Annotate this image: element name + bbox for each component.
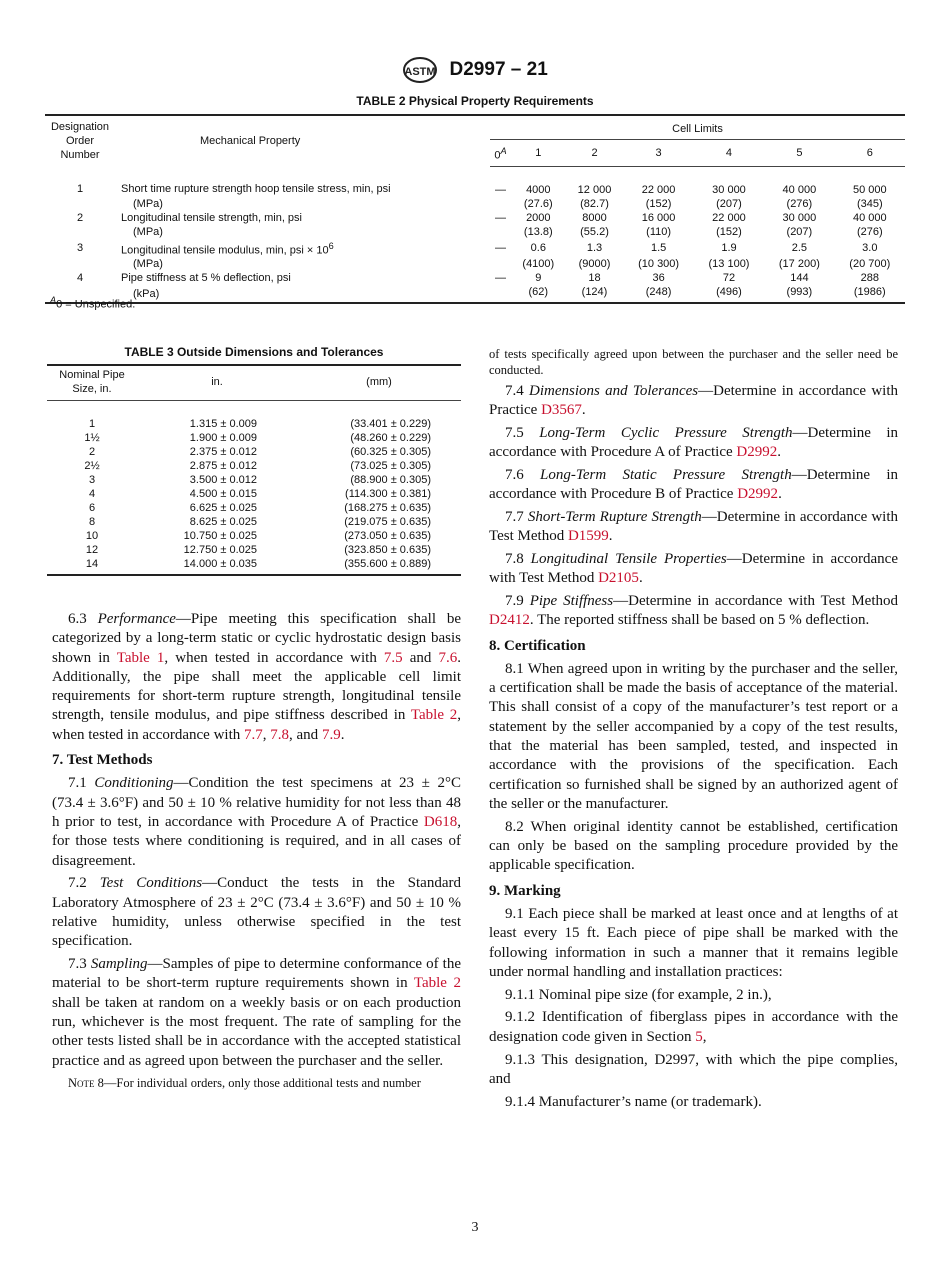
table-2-footnote (50, 295, 135, 311)
text: . (638, 570, 643, 587)
cell-in: 4.500 ± 0.015 (189, 488, 257, 500)
cell-mm: (168.275 ± 0.635) (344, 502, 431, 514)
metric-value: (276) (856, 225, 883, 238)
metric-value: (496) (716, 286, 742, 299)
note (52, 1075, 461, 1091)
cross-reference-link[interactable]: 7.9 (321, 726, 341, 743)
table-row-metric (45, 285, 905, 303)
paragraph (489, 592, 898, 631)
term: Long-Term Static Pressure Strength (540, 466, 792, 483)
cell-value: — (495, 272, 506, 285)
section-heading (52, 751, 461, 770)
metric-value: (4100) (522, 258, 555, 271)
text: 9.1 Each piece shall be marked at least once and at lengths of at least every 15 ft. Each piece of pipe shall be marked with the following information in such a manner that it remains legible under normal handling and installation practices: (489, 905, 898, 980)
table-row (45, 166, 905, 197)
cell-limit-header (511, 140, 566, 167)
paragraph (489, 424, 898, 463)
table-row (45, 271, 905, 285)
section-heading (489, 637, 898, 656)
paragraph (489, 660, 898, 814)
property-name (115, 271, 490, 285)
cell-value: 18 (588, 272, 601, 285)
cross-reference-link[interactable]: D618 (423, 813, 458, 830)
cell-value: 288 (860, 272, 879, 285)
paragraph (52, 955, 461, 1071)
cell-size: 2 (88, 446, 96, 458)
property-text: Longitudinal tensile modulus, min, psi × 10 (121, 244, 329, 257)
footnote-text: 0 = Unspecified. (56, 298, 136, 311)
cell-value: 144 (790, 272, 809, 285)
metric-value: (82.7) (580, 197, 609, 210)
paragraph (52, 610, 461, 745)
metric-value: (20 700) (849, 258, 891, 271)
text: . (340, 726, 345, 743)
cross-reference-link[interactable]: D3567 (541, 401, 582, 418)
table-row (47, 459, 461, 473)
table-row (47, 515, 461, 529)
cell-mm: (60.325 ± 0.305) (350, 446, 431, 458)
cell-limit-header (694, 140, 764, 167)
table-row (45, 211, 905, 225)
text: 8. Certification (489, 637, 586, 654)
metric-value (490, 257, 511, 271)
cell-size: 12 (85, 544, 99, 556)
cell-limit-label: 2 (591, 147, 598, 160)
paragraph (489, 1093, 898, 1112)
cell-limit-label: 0 (494, 149, 501, 162)
note-label: Note (68, 1075, 95, 1090)
text: 8—For individual orders, only those additional tests and number (94, 1075, 421, 1090)
cross-reference-link[interactable]: 7.7 (244, 726, 263, 743)
cell-mm: (33.401 ± 0.229) (350, 418, 431, 430)
page-number: 3 (471, 1220, 479, 1235)
term: Long-Term Cyclic Pressure Strength (539, 424, 793, 441)
table-row (47, 557, 461, 575)
cell-limit-label: 1 (535, 147, 542, 160)
paragraph (489, 382, 898, 421)
text: 6.3 (68, 611, 98, 627)
paragraph (489, 346, 898, 378)
text: , for those tests where conditioning is required, and in all cases of disagreement. (52, 813, 461, 869)
cell-value: 30 000 (782, 211, 817, 224)
paragraph (489, 1051, 898, 1090)
term: Dimensions and Tolerances (529, 382, 699, 399)
paragraph (489, 905, 898, 982)
metric-value: (276) (786, 197, 813, 210)
cell-mm: (273.050 ± 0.635) (344, 530, 431, 542)
paragraph (489, 986, 898, 1005)
metric-unit: (MPa) (133, 225, 163, 238)
cell-value: 22 000 (712, 211, 746, 224)
col-cell-limits: Cell Limits (490, 115, 905, 140)
cell-in: 2.375 ± 0.012 (189, 446, 257, 458)
text: 7.5 (505, 424, 540, 441)
cell-mm: (355.600 ± 0.889) (344, 558, 431, 570)
text: . (778, 485, 782, 502)
cell-value: 72 (722, 272, 736, 285)
cell-value: 4000 (526, 183, 551, 196)
cell-limit-label: 3 (655, 147, 662, 160)
property-name (115, 211, 490, 225)
cell-in: 10.750 ± 0.025 (183, 530, 257, 542)
cell-mm: (48.260 ± 0.229) (350, 432, 431, 444)
cross-reference-link[interactable]: 7.5 (383, 649, 403, 666)
cell-value: 36 (652, 272, 665, 285)
cell-in: 2.875 ± 0.012 (189, 460, 257, 472)
order-number: 4 (76, 272, 84, 285)
metric-value (490, 197, 511, 211)
table-3-title: TABLE 3 Outside Dimensions and Tolerances (124, 345, 384, 359)
term: Sampling (90, 956, 148, 973)
cell-value: 8000 (582, 211, 607, 224)
text: 7.6 (505, 466, 541, 483)
cross-reference-link[interactable]: 7.8 (270, 726, 290, 743)
table-3 (47, 345, 461, 576)
cell-value: — (495, 211, 506, 224)
table-row (47, 473, 461, 487)
table-row (45, 239, 905, 258)
text: , (702, 1028, 707, 1045)
cell-limit-header (623, 140, 693, 167)
cell-size: 1½ (84, 432, 100, 444)
cell-size: 1 (88, 418, 96, 430)
text: , (262, 726, 271, 743)
cell-mm: (114.300 ± 0.381) (345, 488, 431, 500)
cell-limit-label: 6 (866, 147, 873, 160)
metric-unit: (MPa) (133, 258, 163, 271)
col-designation: Designation Order Number (50, 121, 110, 162)
cell-value: 1.3 (586, 241, 603, 254)
cell-value: — (495, 241, 506, 254)
cell-value: 2.5 (791, 241, 808, 254)
text: —Samples of pipe to determine conformance of the material to be short-term rupture requirements shown in (52, 956, 462, 992)
metric-value: (345) (856, 197, 883, 210)
cell-value: 22 000 (641, 183, 676, 196)
text: 9. Marking (489, 882, 561, 899)
cell-size: 8 (88, 516, 96, 528)
metric-value: (13.8) (523, 225, 553, 238)
metric-value: (27.6) (523, 197, 553, 210)
term: Performance (97, 611, 176, 627)
cell-value: 2000 (526, 211, 551, 224)
designation: D2997 – 21 (449, 59, 548, 81)
text: 9.1.1 Nominal pipe size (for example, 2 in.), (505, 986, 772, 1003)
cell-value: 1.5 (650, 241, 667, 254)
table-row (47, 401, 461, 432)
col-size: Nominal Pipe Size, in. (47, 365, 137, 401)
metric-value: (152) (716, 225, 742, 238)
metric-unit: (MPa) (133, 197, 163, 210)
text: 9.1.2 Identification of fiberglass pipes in accordance with the designation code given in Section (489, 1009, 898, 1045)
text: 7.4 (505, 382, 530, 399)
cell-value: 12 000 (577, 183, 612, 196)
cell-in: 3.500 ± 0.012 (189, 474, 257, 486)
text: . (581, 401, 586, 418)
paragraph (489, 466, 898, 505)
cell-in: 12.750 ± 0.025 (183, 544, 257, 556)
cross-reference-link[interactable]: 7.6 (438, 649, 458, 666)
metric-unit: (kPa) (133, 287, 160, 300)
cell-value: — (495, 183, 506, 196)
cell-in: 6.625 ± 0.025 (189, 502, 257, 514)
text: . Additionally, the pipe shall meet the applicable cell limit requirements for short-term rupture strength, longitudinal tensile strength, tensile modulus, and pipe stiffness described in (52, 649, 461, 724)
metric-value: (17 200) (778, 258, 820, 271)
text: 7.3 (68, 956, 91, 973)
property-name (115, 239, 490, 258)
text: —Determine in accordance with Procedure B of Practice (489, 466, 898, 502)
cell-in: 8.625 ± 0.025 (189, 516, 257, 528)
table-row (47, 445, 461, 459)
text: 7.1 (68, 775, 95, 792)
text: , when tested in accordance with (52, 707, 461, 743)
table-row-metric (45, 197, 905, 211)
cell-mm: (88.900 ± 0.305) (350, 474, 431, 486)
cell-in: 1.900 ± 0.009 (189, 432, 257, 444)
metric-value: (207) (786, 225, 813, 238)
cross-reference-link[interactable]: D2992 (736, 443, 778, 460)
text: 9.1.4 Manufacturer’s name (or trademark). (505, 1093, 762, 1110)
cell-value: 3.0 (862, 241, 878, 254)
table-row-metric (45, 257, 905, 271)
text: . (608, 528, 613, 545)
text: 7.8 (505, 550, 531, 567)
col-in: in. (137, 365, 297, 401)
paragraph (489, 508, 898, 547)
text: —Condition the test specimens at 23 ± 2°C (73.4 ± 3.6°F) and 50 ± 10 % relative humidity for not less than 48 h prior to test, in accordance with Procedure A of Practice (52, 775, 461, 830)
paragraph (52, 774, 461, 870)
order-number: 2 (76, 211, 84, 224)
metric-value: (993) (786, 286, 813, 299)
term: Short-Term Rupture Strength (527, 508, 702, 525)
cell-value: 40 000 (782, 183, 817, 196)
text: —Determine in accordance with Test Method (489, 508, 899, 545)
section-heading (489, 882, 898, 901)
text: —Determine in accordance with Practice (489, 382, 898, 418)
text: —Determine in accordance with Test Method (613, 592, 899, 609)
text: , when tested in accordance with (164, 649, 384, 666)
paragraph (489, 818, 898, 876)
cell-limit-label: 4 (725, 147, 733, 160)
text: shall be taken at random on a weekly basis or on each production run, whichever is the most frequent. The rate of sampling for the other tests listed shall be in accordance with the accepted statistical practice and as agreed upon between the purchaser and the seller. (52, 994, 461, 1069)
cell-value: 0.6 (530, 241, 546, 254)
metric-value: (62) (528, 286, 549, 299)
col-mm: (mm) (297, 365, 461, 401)
footnote-mark: A (50, 295, 57, 305)
cell-limit-header (490, 140, 511, 167)
text: 7.7 (505, 508, 528, 525)
cell-size: 6 (88, 502, 96, 514)
metric-value: (110) (646, 225, 672, 238)
cross-reference-link[interactable]: Table 2 (410, 707, 458, 724)
cell-value: 30 000 (712, 183, 746, 196)
cross-reference-link[interactable]: Table 2 (413, 975, 461, 992)
term: Pipe Stiffness (529, 592, 614, 609)
metric-value: (152) (645, 197, 672, 210)
metric-value: (13 100) (708, 258, 750, 271)
paragraph (489, 550, 898, 589)
spacer (45, 197, 115, 211)
table-row-metric (45, 225, 905, 239)
cell-value: 50 000 (852, 183, 887, 196)
spacer (45, 225, 115, 239)
cross-reference-link[interactable]: D2992 (737, 485, 779, 502)
superscript: 6 (328, 240, 334, 251)
svg-text:ASTM: ASTM (404, 66, 436, 78)
text: —Pipe meeting this specification shall be categorized by a long-term static or cyclic hydrostatic design basis shown in (52, 611, 461, 666)
cell-size: 2½ (84, 460, 100, 472)
cell-limit-header (566, 140, 624, 167)
text: 8.1 When agreed upon in writing by the purchaser and the seller, a certification shall be made the basis of acceptance of the material. This shall consist of a copy of the manufacturer’s test report or a statement by the seller accompanied by a copy of the test results, that the material has been sampled, tested, and inspected in accordance with the provisions of the specification. Each certification so furnished shall be signed by an authorized agent of the seller or the manufacturer. (489, 660, 898, 812)
document-header (0, 56, 950, 84)
metric-value: (9000) (578, 258, 611, 271)
cross-reference-link[interactable]: D2412 (489, 612, 530, 629)
property-text: Longitudinal tensile strength, min, psi (121, 211, 302, 224)
metric-value: (10 300) (638, 258, 680, 271)
text: 7.2 (68, 875, 100, 892)
metric-value (490, 225, 511, 239)
text: 9.1.3 This designation, D2997, with which the pipe complies, and (489, 1051, 898, 1087)
table-row (47, 501, 461, 515)
text: . (777, 443, 781, 460)
left-column (52, 610, 461, 1094)
text: —Determine in accordance with Procedure A of Practice (489, 424, 898, 460)
term: Conditioning (94, 775, 174, 792)
cell-value: 9 (535, 272, 542, 285)
cell-value: 1.9 (721, 241, 737, 254)
metric-value (490, 285, 511, 303)
cell-size: 14 (85, 558, 99, 570)
cross-reference-link[interactable]: 5 (695, 1028, 703, 1045)
property-text: Short time rupture strength hoop tensile stress, min, psi (121, 183, 391, 196)
table-2-title: TABLE 2 Physical Property Requirements (356, 94, 594, 108)
astm-logo-icon (402, 56, 438, 84)
cross-reference-link[interactable]: D2105 (598, 570, 639, 587)
metric-value: (55.2) (580, 225, 609, 238)
term: Test Conditions (99, 875, 203, 892)
order-number: 3 (76, 241, 84, 254)
cell-mm: (323.850 ± 0.635) (344, 544, 431, 556)
property-name (115, 166, 490, 197)
metric-value: (248) (645, 286, 672, 299)
text: —Conduct the tests in the Standard Laboratory Atmosphere of 23 ± 2°C (73.4 ± 3.6°F) and 50 ± 10 % relative humidity, unless otherwise specified in the test specification. (52, 875, 461, 950)
spacer (45, 257, 115, 271)
term: Longitudinal Tensile Properties (530, 550, 727, 567)
metric-value: (124) (581, 286, 608, 299)
metric-value: (1986) (853, 286, 886, 299)
right-column (489, 346, 898, 1115)
cell-value: 40 000 (852, 211, 887, 224)
col-property: Mechanical Property (200, 135, 301, 148)
paragraph (52, 874, 461, 951)
cell-value: 16 000 (641, 211, 676, 224)
table-row (47, 431, 461, 445)
text: 7. Test Methods (52, 752, 153, 769)
footnote-ref: A (500, 146, 507, 156)
text: —Determine in accordance with Test Method (489, 550, 898, 587)
table-2 (45, 94, 905, 304)
cell-size: 4 (88, 488, 96, 500)
paragraph (489, 1008, 898, 1047)
cell-in: 14.000 ± 0.035 (183, 558, 257, 570)
cell-mm: (219.075 ± 0.635) (344, 516, 431, 528)
text: 7.9 (505, 592, 530, 609)
table-row (47, 487, 461, 501)
table-row (47, 543, 461, 557)
text: of tests specifically agreed upon between the purchaser and the seller need be conducted. (489, 347, 898, 377)
cell-in: 1.315 ± 0.009 (189, 418, 257, 430)
text: 8.2 When original identity cannot be established, certification can only be based on the sampling procedure provided by the applicable specification. (489, 818, 898, 874)
cell-size: 10 (85, 530, 99, 542)
table-row (47, 529, 461, 543)
cross-reference-link[interactable]: Table 1 (116, 649, 165, 666)
metric-value: (207) (716, 197, 742, 210)
text: . The reported stiffness shall be based on 5 % deflection. (529, 612, 870, 629)
order-number: 1 (76, 183, 84, 196)
cell-size: 3 (88, 474, 96, 486)
cell-limit-header (835, 140, 905, 167)
property-text: Pipe stiffness at 5 % deflection, psi (121, 272, 291, 285)
cross-reference-link[interactable]: D1599 (567, 528, 609, 545)
text: and (402, 649, 439, 666)
cell-limit-label: 5 (796, 147, 803, 160)
cell-limit-header (764, 140, 834, 167)
cell-mm: (73.025 ± 0.305) (350, 460, 431, 472)
text: , and (289, 726, 322, 743)
